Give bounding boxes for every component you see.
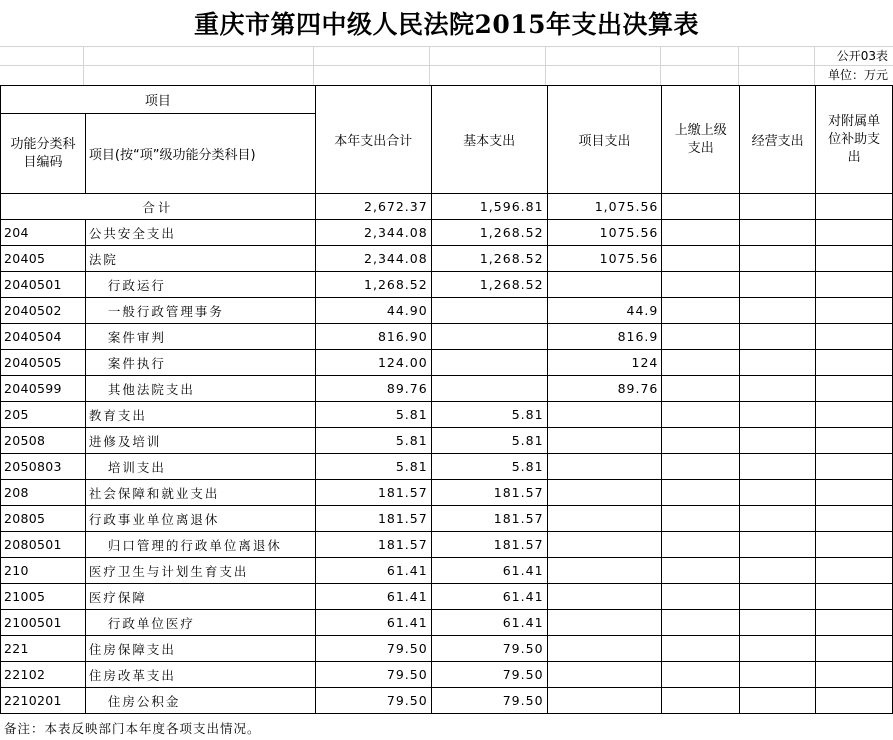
cell-name: 归口管理的行政单位离退休 [85, 532, 315, 558]
cell-turnover [662, 688, 740, 714]
cell-turnover [662, 376, 740, 402]
cell-project [547, 610, 662, 636]
cell-basic: 1,268.52 [431, 246, 547, 272]
grid-cell [546, 66, 661, 85]
cell-code: 20805 [1, 506, 86, 532]
cell-subsidy [816, 558, 893, 584]
cell-basic: 79.50 [431, 662, 547, 688]
cell-subsidy [816, 636, 893, 662]
table-row [1, 688, 893, 714]
header-turnover: 上缴上级支出 [662, 86, 740, 194]
table-row [1, 324, 893, 350]
table-row [1, 636, 893, 662]
cell-name: 住房公积金 [85, 688, 315, 714]
cell-total: 2,344.08 [315, 220, 431, 246]
table-row [1, 298, 893, 324]
grid-cell [84, 47, 314, 65]
cell-turnover [662, 610, 740, 636]
cell-project [547, 480, 662, 506]
cell-total: 816.90 [315, 324, 431, 350]
cell-operating [740, 506, 816, 532]
cell-subsidy [816, 272, 893, 298]
cell-code: 205 [1, 402, 86, 428]
grid-cell [0, 47, 84, 65]
footnote: 备注：本表反映部门本年度各项支出情况。 [4, 721, 261, 736]
cell-project [547, 272, 662, 298]
cell-turnover [662, 506, 740, 532]
cell-operating [740, 324, 816, 350]
cell-name: 案件执行 [85, 350, 315, 376]
table-number: 公开03表 [836, 49, 888, 63]
grid-cell [739, 47, 815, 65]
cell-basic [431, 350, 547, 376]
header-item-name: 项目(按“项”级功能分类科目) [85, 114, 315, 194]
table-row [1, 480, 893, 506]
cell-basic: 5.81 [431, 402, 547, 428]
cell-project [547, 428, 662, 454]
cell-code: 2040599 [1, 376, 86, 402]
cell-project [547, 662, 662, 688]
cell-total: 89.76 [315, 376, 431, 402]
table-row [1, 428, 893, 454]
table-body [1, 194, 893, 714]
cell-project: 1,075.56 [547, 194, 662, 220]
cell-name: 案件审判 [85, 324, 315, 350]
cell-project: 124 [547, 350, 662, 376]
cell-project [547, 532, 662, 558]
cell-subsidy [816, 194, 893, 220]
cell-subsidy [816, 324, 893, 350]
cell-name: 教育支出 [85, 402, 315, 428]
cell-name: 社会保障和就业支出 [85, 480, 315, 506]
cell-basic: 61.41 [431, 610, 547, 636]
unit-row [0, 66, 893, 85]
cell-code: 21005 [1, 584, 86, 610]
cell-operating [740, 532, 816, 558]
cell-basic: 1,268.52 [431, 272, 547, 298]
cell-turnover [662, 272, 740, 298]
cell-basic: 1,268.52 [431, 220, 547, 246]
cell-operating [740, 688, 816, 714]
cell-project [547, 558, 662, 584]
cell-subsidy [816, 662, 893, 688]
grid-cell [314, 66, 430, 85]
cell-basic: 79.50 [431, 688, 547, 714]
grid-cell [314, 47, 430, 65]
cell-name: 住房保障支出 [85, 636, 315, 662]
table-row [1, 220, 893, 246]
table-number-row [0, 47, 893, 66]
table-row [1, 246, 893, 272]
cell-project: 89.76 [547, 376, 662, 402]
cell-name: 公共安全支出 [85, 220, 315, 246]
cell-name: 医疗卫生与计划生育支出 [85, 558, 315, 584]
grid-cell [661, 47, 739, 65]
cell-subsidy [816, 532, 893, 558]
cell-code: 210 [1, 558, 86, 584]
cell-operating [740, 220, 816, 246]
table-row [1, 610, 893, 636]
grid-cell [84, 66, 314, 85]
cell-code: 2100501 [1, 610, 86, 636]
cell-operating [740, 636, 816, 662]
cell-code: 2040505 [1, 350, 86, 376]
grid-cell [661, 66, 739, 85]
cell-name: 行政单位医疗 [85, 610, 315, 636]
header-subsidy: 对附属单位补助支出 [816, 86, 893, 194]
cell-project: 44.9 [547, 298, 662, 324]
table-row [1, 272, 893, 298]
cell-code: 204 [1, 220, 86, 246]
cell-subsidy [816, 350, 893, 376]
cell-operating [740, 558, 816, 584]
total-label: 合计 [1, 194, 316, 220]
cell-operating [740, 662, 816, 688]
expenditure-table [0, 85, 893, 714]
total-row [1, 194, 893, 220]
cell-operating [740, 376, 816, 402]
header-basic: 基本支出 [431, 86, 547, 194]
cell-subsidy [816, 506, 893, 532]
cell-code: 20508 [1, 428, 86, 454]
table-row [1, 662, 893, 688]
cell-name: 行政事业单位离退休 [85, 506, 315, 532]
cell-basic: 181.57 [431, 506, 547, 532]
cell-name: 其他法院支出 [85, 376, 315, 402]
cell-operating [740, 402, 816, 428]
cell-subsidy [816, 376, 893, 402]
cell-subsidy [816, 428, 893, 454]
cell-turnover [662, 246, 740, 272]
cell-basic: 1,596.81 [431, 194, 547, 220]
cell-turnover [662, 428, 740, 454]
table-row [1, 350, 893, 376]
cell-subsidy [816, 584, 893, 610]
header-function-code: 功能分类科目编码 [1, 114, 86, 194]
table-row [1, 584, 893, 610]
cell-subsidy [816, 480, 893, 506]
cell-name: 进修及培训 [85, 428, 315, 454]
cell-basic [431, 376, 547, 402]
unit-label: 单位：万元 [827, 68, 888, 82]
grid-cell [0, 66, 84, 85]
cell-total: 181.57 [315, 506, 431, 532]
cell-project [547, 636, 662, 662]
cell-project [547, 454, 662, 480]
cell-subsidy [816, 610, 893, 636]
cell-basic: 61.41 [431, 584, 547, 610]
cell-total: 61.41 [315, 558, 431, 584]
cell-operating [740, 350, 816, 376]
table-row [1, 402, 893, 428]
cell-name: 一般行政管理事务 [85, 298, 315, 324]
cell-operating [740, 584, 816, 610]
cell-total: 181.57 [315, 480, 431, 506]
cell-total: 1,268.52 [315, 272, 431, 298]
cell-total: 5.81 [315, 428, 431, 454]
table-row [1, 558, 893, 584]
cell-project [547, 584, 662, 610]
cell-total: 2,344.08 [315, 246, 431, 272]
table-row [1, 454, 893, 480]
cell-turnover [662, 194, 740, 220]
cell-name: 法院 [85, 246, 315, 272]
header-project: 项目支出 [547, 86, 662, 194]
cell-operating [740, 610, 816, 636]
cell-operating [740, 480, 816, 506]
cell-operating [740, 194, 816, 220]
cell-total: 79.50 [315, 662, 431, 688]
cell-total: 5.81 [315, 402, 431, 428]
cell-basic [431, 324, 547, 350]
cell-total: 2,672.37 [315, 194, 431, 220]
cell-operating [740, 246, 816, 272]
cell-code: 2040501 [1, 272, 86, 298]
cell-subsidy [816, 454, 893, 480]
cell-turnover [662, 662, 740, 688]
cell-turnover [662, 480, 740, 506]
cell-total: 61.41 [315, 584, 431, 610]
grid-cell [430, 66, 546, 85]
cell-turnover [662, 454, 740, 480]
header-group-item: 项目 [1, 86, 316, 114]
cell-operating [740, 428, 816, 454]
page-title: 重庆市第四中级人民法院2015年支出决算表 [0, 0, 893, 47]
cell-basic: 5.81 [431, 428, 547, 454]
grid-cell [430, 47, 546, 65]
cell-subsidy [816, 246, 893, 272]
header-operating: 经营支出 [740, 86, 816, 194]
cell-project: 1075.56 [547, 220, 662, 246]
cell-project: 1075.56 [547, 246, 662, 272]
cell-basic [431, 298, 547, 324]
cell-basic: 181.57 [431, 480, 547, 506]
cell-turnover [662, 298, 740, 324]
cell-code: 2040502 [1, 298, 86, 324]
cell-turnover [662, 402, 740, 428]
cell-operating [740, 454, 816, 480]
cell-name: 医疗保障 [85, 584, 315, 610]
cell-total: 79.50 [315, 688, 431, 714]
cell-subsidy [816, 298, 893, 324]
cell-turnover [662, 220, 740, 246]
table-row [1, 532, 893, 558]
cell-project [547, 688, 662, 714]
cell-turnover [662, 350, 740, 376]
cell-subsidy [816, 220, 893, 246]
cell-total: 5.81 [315, 454, 431, 480]
cell-code: 22102 [1, 662, 86, 688]
cell-project [547, 402, 662, 428]
cell-total: 181.57 [315, 532, 431, 558]
cell-basic: 181.57 [431, 532, 547, 558]
cell-total: 44.90 [315, 298, 431, 324]
cell-code: 208 [1, 480, 86, 506]
cell-turnover [662, 584, 740, 610]
cell-basic: 79.50 [431, 636, 547, 662]
cell-code: 2040504 [1, 324, 86, 350]
cell-total: 61.41 [315, 610, 431, 636]
cell-name: 行政运行 [85, 272, 315, 298]
cell-turnover [662, 324, 740, 350]
cell-subsidy [816, 402, 893, 428]
cell-code: 2080501 [1, 532, 86, 558]
grid-cell [546, 47, 661, 65]
cell-name: 培训支出 [85, 454, 315, 480]
cell-project: 816.9 [547, 324, 662, 350]
cell-total: 124.00 [315, 350, 431, 376]
cell-code: 20405 [1, 246, 86, 272]
table-row [1, 376, 893, 402]
grid-cell [739, 66, 815, 85]
cell-subsidy [816, 688, 893, 714]
cell-basic: 61.41 [431, 558, 547, 584]
cell-operating [740, 272, 816, 298]
header-total: 本年支出合计 [315, 86, 431, 194]
cell-turnover [662, 636, 740, 662]
cell-name: 住房改革支出 [85, 662, 315, 688]
cell-operating [740, 298, 816, 324]
cell-code: 221 [1, 636, 86, 662]
cell-basic: 5.81 [431, 454, 547, 480]
cell-project [547, 506, 662, 532]
cell-turnover [662, 532, 740, 558]
table-row [1, 506, 893, 532]
cell-code: 2050803 [1, 454, 86, 480]
cell-turnover [662, 558, 740, 584]
cell-total: 79.50 [315, 636, 431, 662]
cell-code: 2210201 [1, 688, 86, 714]
